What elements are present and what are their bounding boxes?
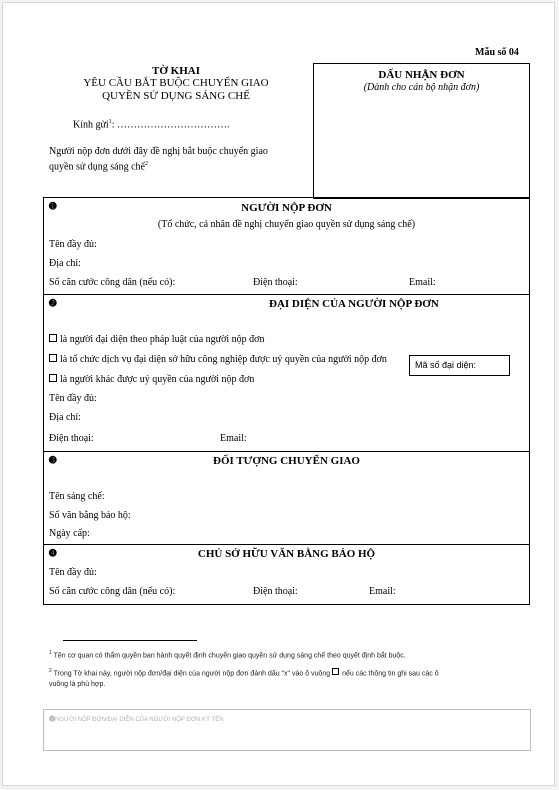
s3-patent-no-field[interactable]: Số văn bằng bảo hộ: xyxy=(49,510,131,521)
signature-marker: ⓫ xyxy=(49,717,56,723)
footnote-2-text-1: Trong Tờ khai này, người nộp đơn/đại diện của người nộp đơn đánh dấu "x" vào ô vuông xyxy=(53,670,331,678)
intro-text xyxy=(49,145,315,173)
checkbox-example-icon xyxy=(332,668,339,675)
form-page xyxy=(2,2,555,786)
section-3-marker: ➌ xyxy=(49,455,57,465)
checkbox-ip-agent[interactable] xyxy=(49,354,57,362)
stamp-title: DẤU NHẬN ĐƠN xyxy=(378,69,465,81)
form-subtitle-1: YÊU CẦU BẮT BUỘC CHUYỂN GIAO xyxy=(83,77,269,89)
checkbox-legal-rep[interactable] xyxy=(49,334,57,342)
stamp-box[interactable] xyxy=(313,63,530,199)
recipient-sup: 1 xyxy=(108,119,112,125)
s4-id-card-field[interactable]: Số căn cước công dân (nếu có): xyxy=(49,586,176,597)
s1-full-name-field[interactable]: Tên đầy đủ: xyxy=(49,239,97,250)
section-2-marker: ➋ xyxy=(49,298,57,308)
form-number: Mẫu số 04 xyxy=(475,47,519,58)
intro-line-1: Người nộp đơn dưới đây đề nghị bắt buộc chuyển giao xyxy=(49,146,268,157)
section-1-marker: ➊ xyxy=(49,201,57,211)
intro-line-2: quyền sử dụng sáng chế xyxy=(49,161,145,173)
s2-option-1[interactable] xyxy=(49,334,264,345)
intro-sup: 2 xyxy=(144,161,148,167)
s1-phone-field[interactable]: Điện thoại: xyxy=(253,277,298,288)
s3-invention-name-field[interactable]: Tên sáng chế: xyxy=(49,491,105,502)
header xyxy=(43,65,309,103)
s4-full-name-field[interactable]: Tên đầy đủ: xyxy=(49,567,97,578)
form-subtitle-2: QUYỀN SỬ DỤNG SÁNG CHẾ xyxy=(102,90,250,102)
section-1-subtitle: (Tổ chức, cá nhân đề nghị chuyển giao quyền sử dụng sáng chế) xyxy=(157,219,416,230)
footnote-1 xyxy=(49,648,539,661)
footnote-1-text: Tên cơ quan có thẩm quyền ban hành quyết định chuyển giao quyền sử dụng sáng chế theo quyết định bắt buộc. xyxy=(53,652,406,660)
signature-label xyxy=(49,714,224,723)
footnote-2-number: 2 xyxy=(49,668,52,674)
s2-option-2[interactable] xyxy=(49,354,407,365)
s2-phone-field[interactable]: Điện thoại: xyxy=(49,433,94,444)
signature-label-text: NGƯỜI NỘP ĐƠN/ĐẠI DIỆN CỦA NGƯỜI NỘP ĐƠN KÝ TÊN xyxy=(55,717,224,723)
rep-code-label: Mã số đại diện: xyxy=(415,360,477,370)
section-4-marker: ➍ xyxy=(49,548,57,558)
recipient-label: Kính gửi xyxy=(73,119,109,131)
divider-s3 xyxy=(43,451,530,452)
s3-issue-date-field[interactable]: Ngày cấp: xyxy=(49,528,90,539)
divider-s4 xyxy=(43,544,530,545)
s2-option-3[interactable] xyxy=(49,374,254,385)
section-2-title: ĐẠI DIỆN CỦA NGƯỜI NỘP ĐƠN xyxy=(269,298,439,310)
s1-id-card-field[interactable]: Số căn cước công dân (nếu có): xyxy=(49,277,176,288)
footnote-1-number: 1 xyxy=(49,650,52,656)
s4-email-field[interactable]: Email: xyxy=(369,586,396,597)
section-4-title: CHỦ SỞ HỮU VĂN BẰNG BẢO HỘ xyxy=(197,548,376,560)
stamp-note: (Dành cho cán bộ nhận đơn) xyxy=(363,82,480,93)
footnote-2 xyxy=(49,666,541,690)
footnote-separator xyxy=(63,640,197,641)
recipient-line xyxy=(73,119,229,130)
rep-code-box[interactable] xyxy=(409,355,510,376)
checkbox-other-authorized[interactable] xyxy=(49,374,57,382)
s1-email-field[interactable]: Email: xyxy=(409,277,436,288)
section-3-title: ĐỐI TƯỢNG CHUYỂN GIAO xyxy=(213,455,360,467)
s2-full-name-field[interactable]: Tên đầy đủ: xyxy=(49,393,97,404)
s2-option-1-label: là người đại diện theo pháp luật của người nộp đơn xyxy=(60,334,265,345)
s2-address-field[interactable]: Địa chỉ: xyxy=(49,412,81,423)
divider-s2 xyxy=(43,294,530,295)
s2-option-3-label: là người khác được uỷ quyền của người nộp đơn xyxy=(60,374,255,385)
footnote-2-text-2: nếu các thông tin ghi sau các ô xyxy=(342,670,439,678)
recipient-dots: : ……………………………. xyxy=(111,119,230,131)
s4-phone-field[interactable]: Điện thoại: xyxy=(253,586,298,597)
signature-box[interactable] xyxy=(43,709,531,751)
s1-address-field[interactable]: Địa chỉ: xyxy=(49,258,81,269)
s2-option-2-label: là tổ chức dịch vụ đại diện sở hữu công nghiệp được uỷ quyền của người nộp đơn xyxy=(60,354,387,365)
section-1-title: NGƯỜI NỘP ĐƠN xyxy=(241,202,332,214)
footnote-2-text-3: vuông là phù hợp. xyxy=(49,681,106,689)
s2-email-field[interactable]: Email: xyxy=(220,433,247,444)
form-title: TỜ KHAI xyxy=(152,65,200,77)
